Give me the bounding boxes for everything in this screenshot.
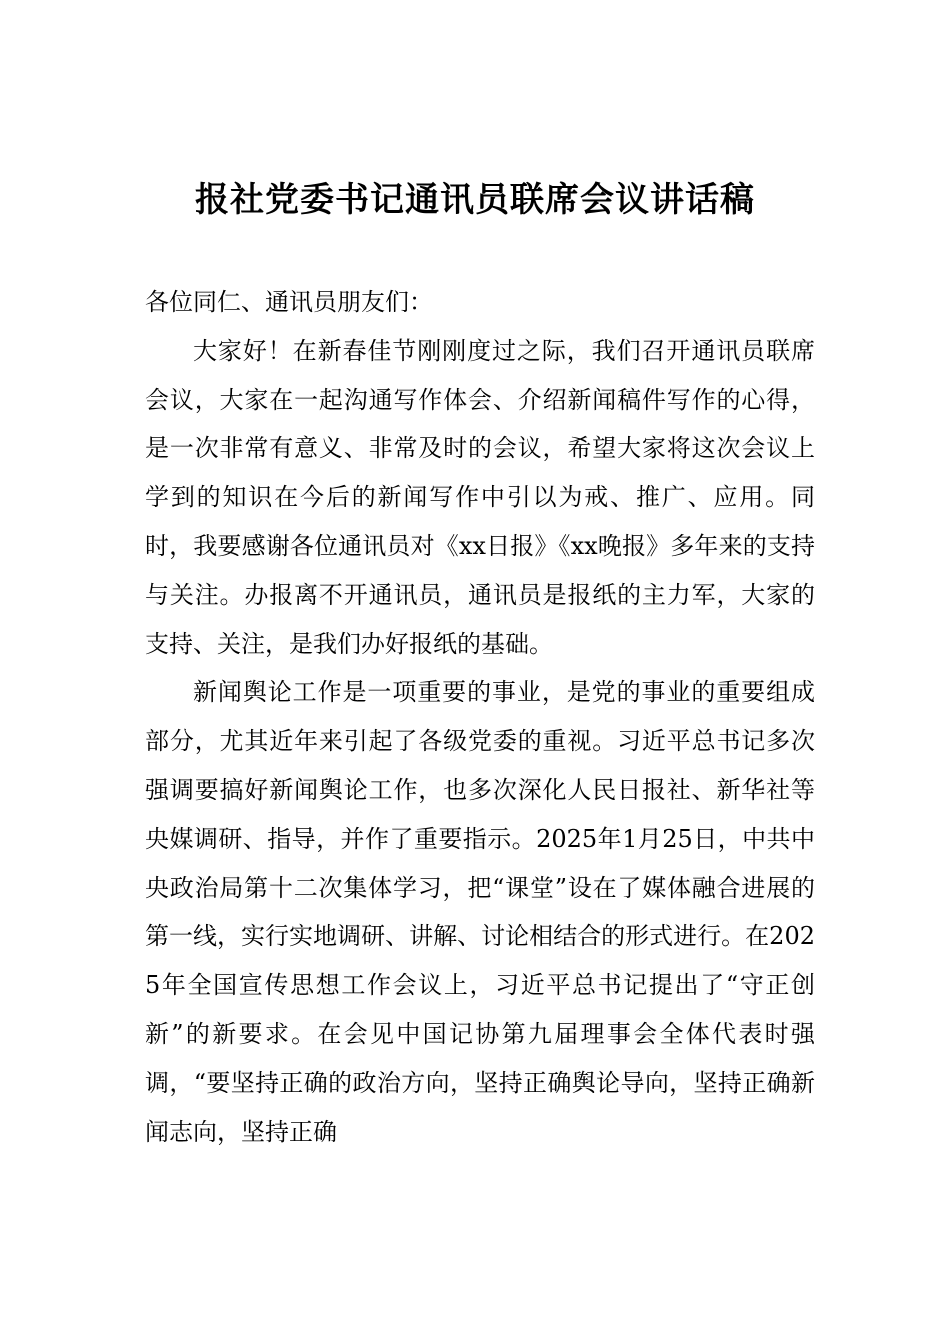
paragraph-1: 大家好！在新春佳节刚刚度过之际，我们召开通讯员联席会议，大家在一起沟通写作体会、介绍新闻稿件写作的心得，是一次非常有意义、非常及时的会议，希望大家将这次会议上学到的知识在今后的新闻写作中引以为戒、推广、应用。同时，我要感谢各位通讯员对《xx日报》《xx晚报》多年来的支持与关注。办报离不开通讯员，通讯员是报纸的主力军，大家的支持、关注，是我们办好报纸的基础。	[145, 336, 815, 658]
salutation: 各位同仁、通讯员朋友们：	[145, 288, 433, 316]
document-title: 报社党委书记通讯员联席会议讲话稿	[195, 180, 755, 220]
paragraph-2: 新闻舆论工作是一项重要的事业，是党的事业的重要组成部分，尤其近年来引起了各级党委的重视。习近平总书记多次强调要搞好新闻舆论工作，也多次深化人民日报社、新华社等央媒调研、指导，并作了重要指示。2025年1月25日，中共中央政治局第十二次集体学习，把“课堂”设在了媒体融合进展的第一线，实行实地调研、讲解、讨论相结合的形式进行。在2025年全国宣传思想工作会议上，习近平总书记提出了“守正创新”的新要求。在会见中国记协第九届理事会全体代表时强调，“要坚持正确的政治方向，坚持正确舆论导向，坚持正确新闻志向，坚持正确	[145, 678, 815, 1146]
document-body	[145, 278, 815, 1156]
